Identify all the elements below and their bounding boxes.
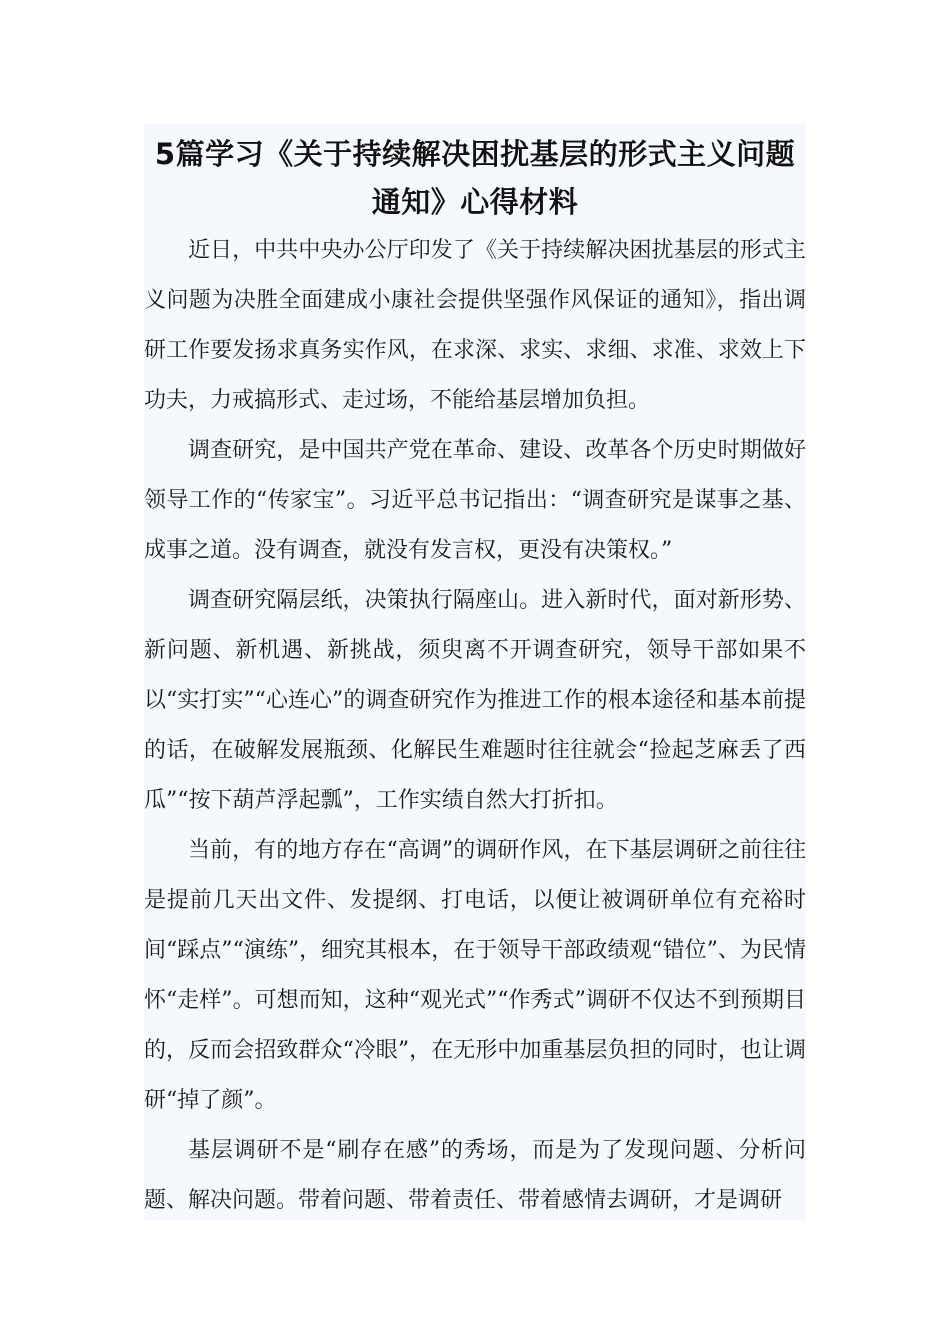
- paragraph-2: 调查研究，是中国共产党在革命、建设、改革各个历史时期做好领导工作的“传家宝”。习近平总书记指出：“调查研究是谋事之基、成事之道。没有调查，就没有发言权，更没有决策权。”: [144, 438, 806, 563]
- document-title: 5篇学习《关于持续解决困扰基层的形式主义问题通知》心得材料: [154, 137, 796, 219]
- paragraph-4: 当前，有的地方存在“高调”的调研作风，在下基层调研之前往往是提前几天出文件、发提纲、打电话，以便让被调研单位有充裕时间“踩点”“演练”，细究其根本，在于领导干部政绩观“错位”、为民情怀“走样”。可想而知，这种“观光式”“作秀式”调研不仅达不到预期目的，反而会招致群众“冷眼”，在无形中加重基层负担的同时，也让调研“掉了颜”。: [144, 838, 806, 1113]
- document-body: [144, 226, 806, 1226]
- paragraph-3: 调查研究隔层纸，决策执行隔座山。进入新时代，面对新形势、新问题、新机遇、新挑战，须臾离不开调查研究，领导干部如果不以“实打实”“心连心”的调查研究作为推进工作的根本途径和基本前提的话，在破解发展瓶颈、化解民生难题时往往就会“捡起芝麻丢了西瓜”“按下葫芦浮起瓢”，工作实绩自然大打折扣。: [144, 588, 806, 813]
- document-content: [144, 124, 806, 1220]
- paragraph-5: 基层调研不是“刷存在感”的秀场，而是为了发现问题、分析问题、解决问题。带着问题、带着责任、带着感情去调研，才是调研: [144, 1138, 806, 1213]
- paragraph-1: 近日，中共中央办公厅印发了《关于持续解决困扰基层的形式主义问题为决胜全面建成小康社会提供坚强作风保证的通知》，指出调研工作要发扬求真务实作风，在求深、求实、求细、求准、求效上下功夫，力戒搞形式、走过场，不能给基层增加负担。: [144, 238, 806, 413]
